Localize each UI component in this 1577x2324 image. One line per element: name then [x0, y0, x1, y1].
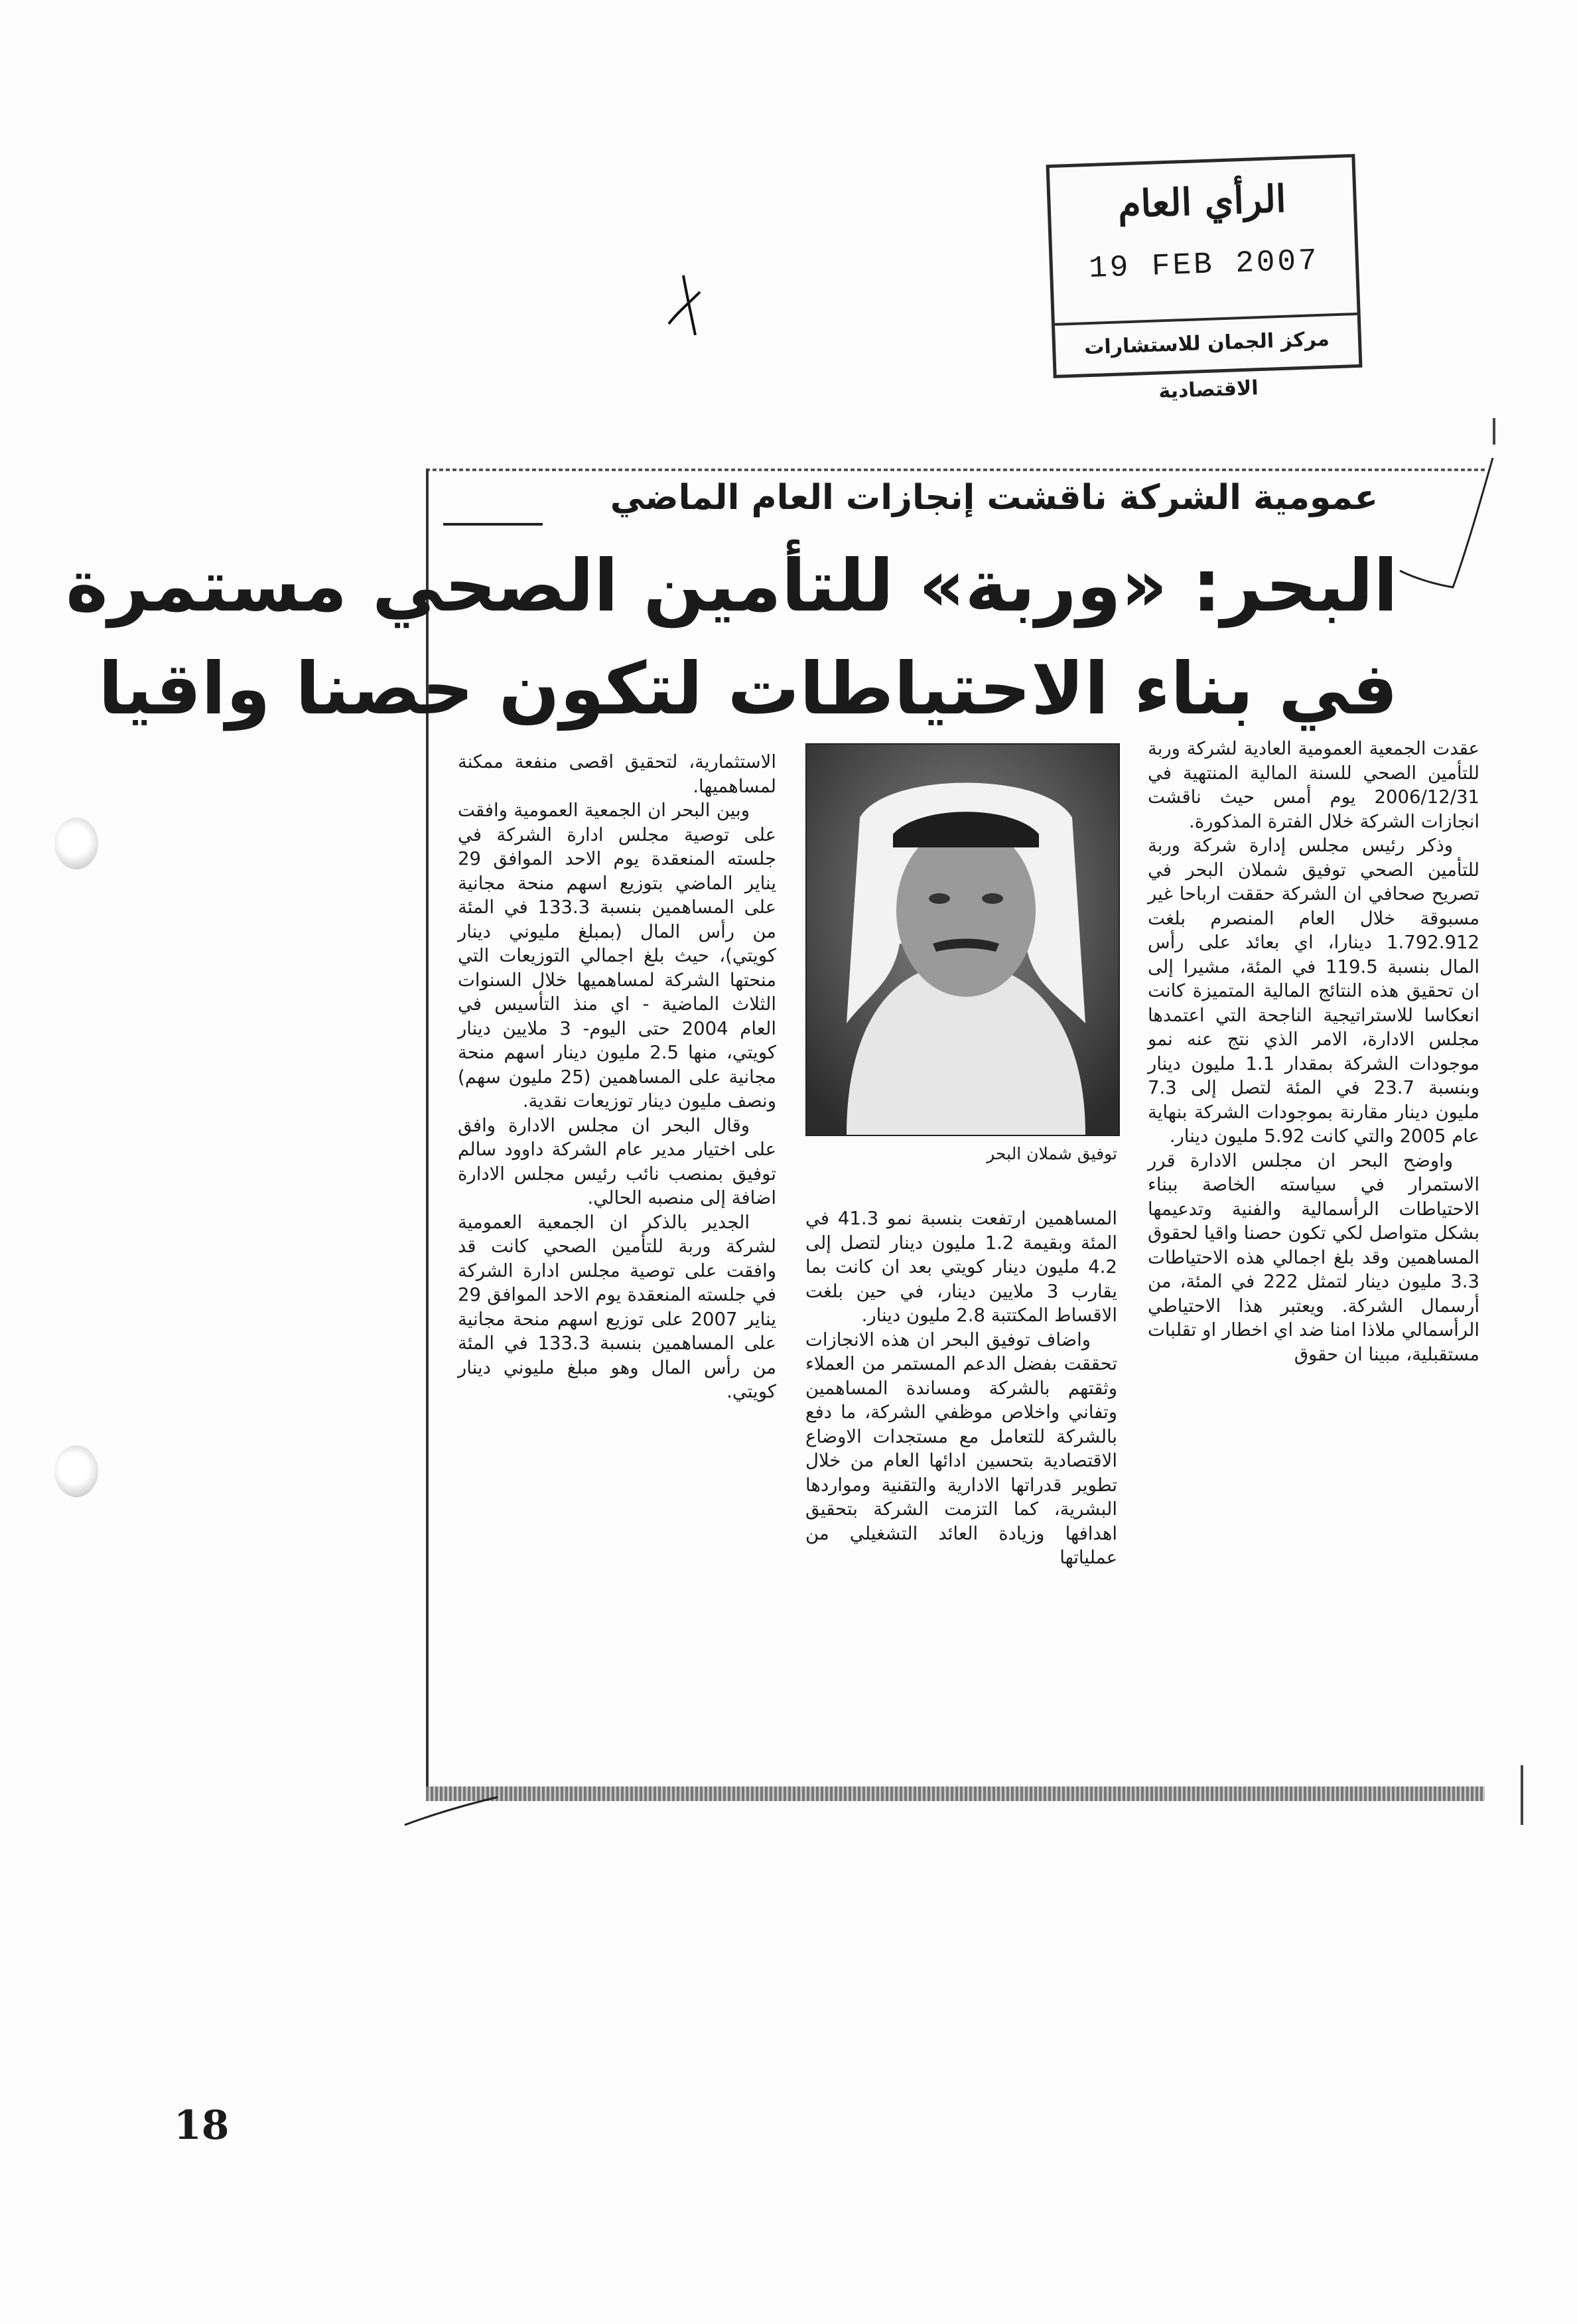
page-number: 18: [174, 2102, 230, 2149]
margin-pen-stroke-icon: [1393, 451, 1499, 597]
clipping-stamp: [1046, 154, 1363, 403]
column-left-paragraph: وبين البحر ان الجمعية العمومية وافقت على توصية مجلس ادارة الشركة في جلسته المنعقدة يوم الاحد الموافق 29 يناير الماضي بتوزيع اسهم منحة مجانية على المساهمين بنسبة 133.3 في المئة من رأس المال (بمبلغ مليوني دينار كويتي)، حيث بلغ اجمالي التوزيعات التي منحتها الشركة لمساهميها خلال السنوات الثلاث الماضية - اي منذ التأسيس في العام 2004 حتى اليوم- 3 ملايين دينار كويتي، منها 2.5 مليون دينار اسهم منحة مجانية على المساهمين (25 مليون سهم) ونصف مليون دينار توزيعات نقدية.: [458, 800, 777, 1112]
margin-tick-bottom: [1521, 1765, 1523, 1825]
frame-bottom-rule: [426, 1786, 1485, 1801]
stamp-publication: الرأي العام: [1117, 177, 1287, 227]
bottom-pen-stroke-icon: [398, 1792, 504, 1832]
frame-top-rule: [426, 469, 1485, 471]
headline-line-2: في بناء الاحتياطات لتكون حصنا واقيا: [98, 648, 1398, 731]
margin-tick-top: [1493, 418, 1495, 445]
punch-hole-bottom: [54, 1445, 98, 1497]
column-left-paragraph: وقال البحر ان مجلس الادارة وافق على اختيار مدير عام الشركة داوود سالم توفيق بمنصب نائب رئيس مجلس الادارة اضافة إلى منصبه الحالي.: [458, 1114, 776, 1208]
article-column-middle: [805, 1206, 1117, 1570]
column-left-paragraph: الاستثمارية، لتحقيق اقصى منفعة ممكنة لمساهميها.: [458, 751, 776, 797]
headline-line-1: البحر: «وربة» للتأمين الصحي مستمرة: [66, 545, 1398, 628]
column-right-paragraph: واوضح البحر ان مجلس الادارة قرر الاستمرار في سياسته الخاصة ببناء الاحتياطات الرأسمالية والفنية وتدعيمها بشكل متواصل لكي تكون حصنا واقيا لحقوق المساهمين وقد بلغ اجمالي هذه الاحتياطات 3.3 مليون دينار لتمثل 222 في المئة، من أرسمال الشركة. ويعتبر هذا الاحتياطي الرأسمالي ملاذا امنا ضد اي اخطار او تقلبات مستقبلية، مبينا ان حقوق: [1148, 1149, 1479, 1365]
stamp-date: 19 FEB 2007: [1088, 243, 1320, 287]
photo-caption: توفيق شملان البحر: [987, 1144, 1117, 1163]
column-left-paragraph: الجدير بالذكر ان الجمعية العمومية لشركة وربة للتأمين الصحي كانت قد وافقت على توصية مجلس ادارة الشركة في جلسته المنعقدة يوم الاحد الموافق 29 يناير 2007 على توزيع اسهم منحة مجانية على المساهمين بنسبة 133.3 في المئة من رأس المال وهو مبلغ مليوني دينار كويتي.: [458, 1211, 776, 1402]
column-right-paragraph: عقدت الجمعية العمومية العادية لشركة وربة للتأمين الصحي للسنة المالية المنتهية في 2006/12/31 يوم أمس حيث ناقشت انجازات الشركة خلال الفترة المذكورة.: [1148, 738, 1479, 832]
portrait-photo: [805, 743, 1120, 1136]
handwritten-mark-icon: [663, 272, 703, 338]
kicker-rule: [443, 523, 543, 526]
column-middle-paragraph: المساهمين ارتفعت بنسبة نمو 41.3 في المئة وبقيمة 1.2 مليون دينار لتصل إلى 4.2 مليون دينار كويتي بعد ان كانت بما يقارب 3 ملايين دينار، في حين بلغت الاقساط المكتتبة 2.8 مليون دينار.: [805, 1208, 1117, 1326]
punch-hole-top: [54, 818, 98, 869]
article-column-right: [1148, 737, 1479, 1366]
stamp-agency: مركز الجمان للاستشارات الاقتصادية: [1055, 313, 1359, 375]
column-right-paragraph: وذكر رئيس مجلس إدارة شركة وربة للتأمين الصحي توفيق شملان البحر في تصريح صحافي ان الشركة حققت ارباحا غير مسبوقة خلال العام المنصرم بلغت 1.792.912 دينارا، اي بعائد على رأس المال بنسبة 119.5 في المئة، مشيرا إلى ان تحقيق هذه النتائج المالية المتميزة كانت انعكاسا للاستراتيجية الناجحة التي اعتمدها مجلس الادارة، الامر الذي نتج عنه نمو موجودات الشركة بمقدار 1.1 مليون دينار وبنسبة 23.7 في المئة لتصل إلى 7.3 مليون دينار مقارنة بموجودات الشركة بنهاية عام 2005 والتي كانت 5.92 مليون دينار.: [1148, 835, 1479, 1147]
article-kicker: عمومية الشركة ناقشت إنجازات العام الماضي: [610, 478, 1378, 518]
article-column-left: [458, 750, 776, 1404]
column-middle-paragraph: واضاف توفيق البحر ان هذه الانجازات تحققت بفضل الدعم المستمر من العملاء وثقتهم بالشركة ومساندة المساهمين وتفاني واخلاص موظفي الشركة، ما دفع بالشركة للتعامل مع مستجدات الاوضاع الاقتصادية بتحسين ادائها العام من خلال تطوير قدراتها الادارية والتقنية ومواردها البشرية، كما التزمت الشركة بتحقيق اهدافها وزيادة العائد التشغيلي من عملياتها: [805, 1329, 1117, 1568]
portrait-illustration-icon: [807, 745, 1119, 1135]
